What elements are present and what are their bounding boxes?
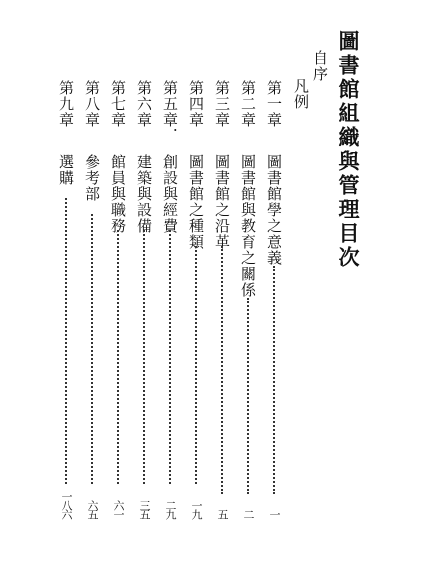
- chapter-page: 六一: [112, 500, 125, 518]
- chapter-entry-1: [264, 80, 284, 518]
- dot-leader: [195, 246, 197, 484]
- chapter-title: 圖書館之種類: [187, 154, 205, 250]
- chapter-page: 六五: [86, 500, 99, 518]
- chapter-title: 選購: [57, 154, 75, 186]
- dot-leader: [143, 230, 145, 484]
- dot-leader: [117, 230, 119, 484]
- chapter-number: 第四章: [187, 80, 205, 128]
- chapter-number: 第九章: [57, 80, 75, 128]
- chapter-page: 一八六: [60, 491, 73, 518]
- chapter-page: 三五: [138, 500, 151, 518]
- chapter-title: 圖書館之沿革: [213, 154, 231, 250]
- chapter-title: 建築與設備: [135, 154, 153, 234]
- chapter-page: 二: [242, 509, 255, 518]
- chapter-title: 創設與經費: [161, 154, 179, 234]
- chapter-number: 第六章: [135, 80, 153, 128]
- chapter-number: 第五章．: [161, 80, 179, 144]
- chapter-entry-8: [82, 80, 102, 518]
- chapter-number: 第二章: [239, 80, 257, 128]
- chapter-number: 第三章: [213, 80, 231, 128]
- chapter-title: 圖書館與教育之關係: [239, 154, 257, 298]
- dot-leader: [247, 298, 249, 494]
- contents-title: 圖書館組織與管理目次: [336, 30, 361, 270]
- chapter-page: 一九: [190, 500, 203, 518]
- chapter-entry-5: [160, 80, 180, 518]
- chapter-number: 第一章: [265, 80, 283, 128]
- preface-entry: 自序: [311, 50, 329, 82]
- dot-leader: [91, 214, 93, 484]
- chapter-page: 五: [216, 509, 229, 518]
- chapter-entry-7: [108, 80, 128, 518]
- chapter-page: 二九: [164, 500, 177, 518]
- chapter-number: 第八章: [83, 80, 101, 128]
- chapter-number: 第七章: [109, 80, 127, 128]
- chapter-entry-2: [238, 80, 258, 518]
- chapter-entry-3: [212, 80, 232, 518]
- chapter-entry-9: [56, 80, 76, 518]
- chapter-title: 館員與職務: [109, 154, 127, 234]
- notes-entry: 凡例: [292, 78, 310, 110]
- dot-leader: [65, 198, 67, 484]
- dot-leader: [273, 266, 275, 494]
- chapter-title: 圖書館學之意義: [265, 154, 283, 266]
- chapter-page: 一: [268, 509, 281, 518]
- dot-leader: [221, 246, 223, 494]
- chapter-title: 參考部: [83, 154, 101, 202]
- chapter-entry-4: [186, 80, 206, 518]
- dot-leader: [169, 230, 171, 484]
- chapter-entry-6: [134, 80, 154, 518]
